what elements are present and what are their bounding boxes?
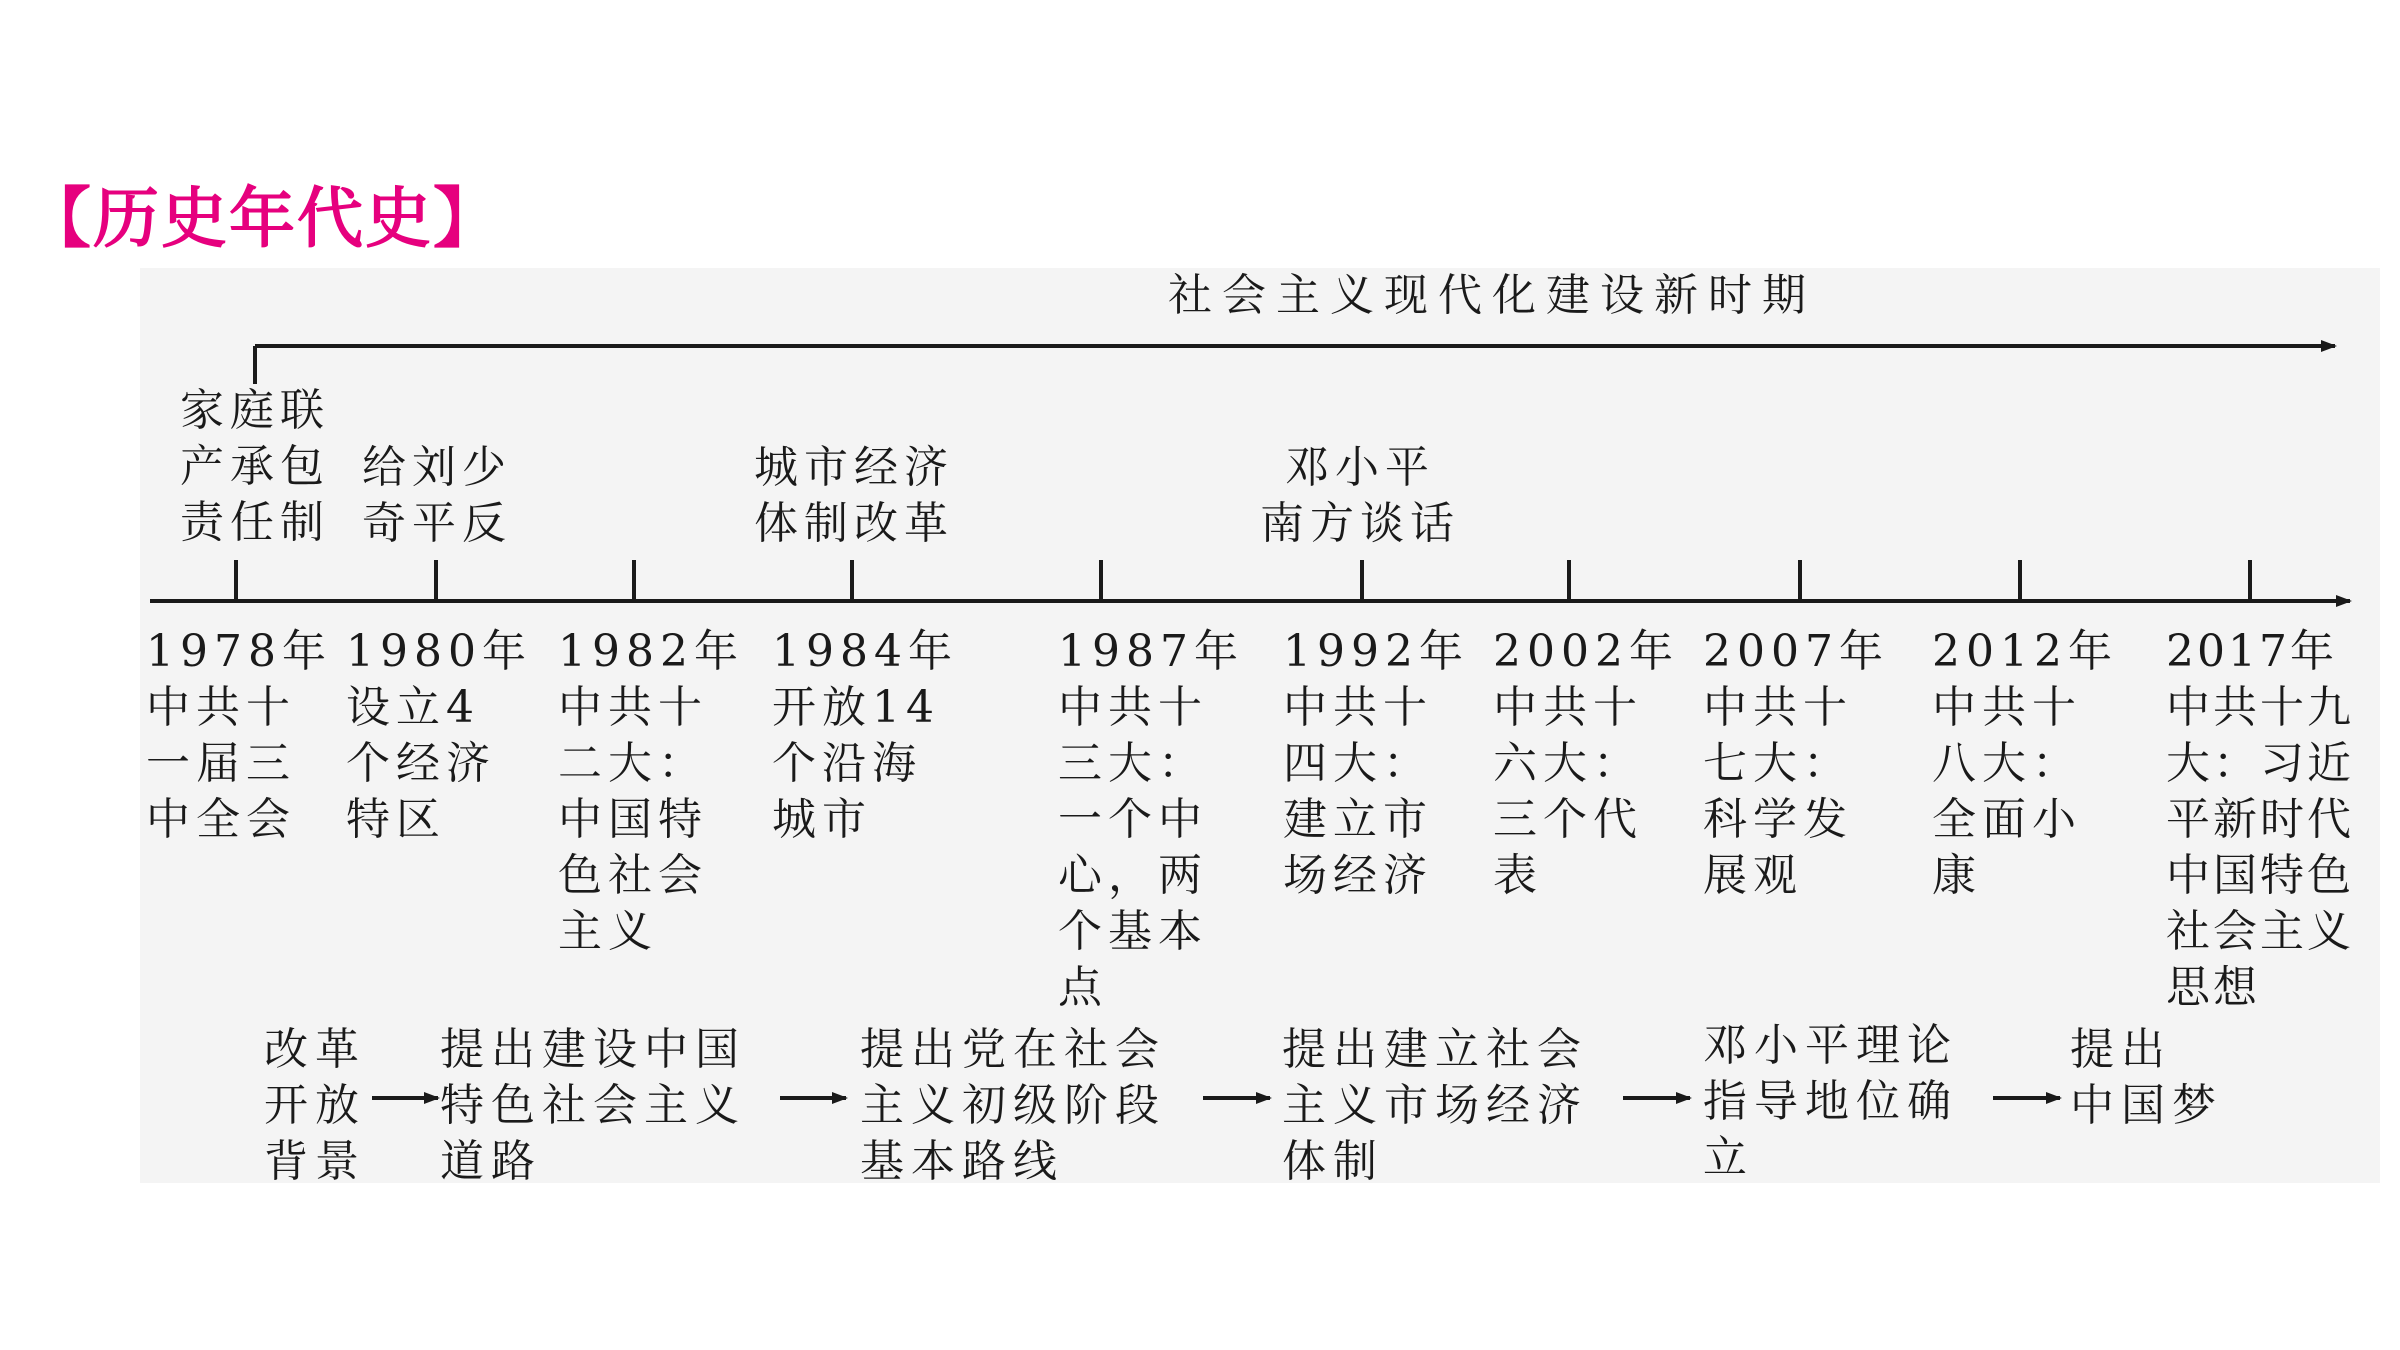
- era-label: 社会主义现代化建设新时期: [1168, 270, 1816, 321]
- label-1978: 1978年 中共十 一届三 中全会: [146, 626, 332, 845]
- flow-deng-theory: 邓小平理论 指导地位确 立: [1703, 1020, 1958, 1183]
- event-southern-tour: 邓小平 南方谈话: [1260, 442, 1460, 549]
- label-1984: 1984年 开放14 个沿海 城市: [772, 626, 958, 845]
- label-1987: 1987年 中共十 三大： 一个中 心，两 个基本 点: [1058, 626, 1244, 1013]
- flow-socialism-chinese-characteristics: 提出建设中国 特色社会主义 道路: [440, 1024, 746, 1187]
- page-title: 【历史年代史】: [25, 180, 501, 257]
- flow-market-economy: 提出建立社会 主义市场经济 体制: [1282, 1024, 1588, 1187]
- label-2007: 2007年 中共十 七大： 科学发 展观: [1703, 626, 1889, 901]
- label-2012: 2012年 中共十 八大： 全面小 康: [1932, 626, 2118, 901]
- flow-basic-line: 提出党在社会 主义初级阶段 基本路线: [860, 1024, 1166, 1187]
- flow-reform-background: 改革 开放 背景: [264, 1024, 366, 1187]
- label-2002: 2002年 中共十 六大： 三个代 表: [1493, 626, 1679, 901]
- label-1992: 1992年 中共十 四大： 建立市 场经济: [1283, 626, 1469, 901]
- label-1982: 1982年 中共十 二大： 中国特 色社会 主义: [558, 626, 744, 957]
- event-urban-reform: 城市经济 体制改革: [754, 442, 954, 549]
- label-2017: 2017年 中共十九 大：习近 平新时代 中国特色 社会主义 思想: [2166, 626, 2354, 1013]
- flow-china-dream: 提出 中国梦: [2070, 1024, 2223, 1131]
- label-1980: 1980年 设立4 个经济 特区: [346, 626, 532, 845]
- event-rehabilitate-liu-shaoqi: 给刘少 奇平反: [362, 442, 512, 549]
- event-household-contract: 家庭联 产承包 责任制: [180, 385, 330, 548]
